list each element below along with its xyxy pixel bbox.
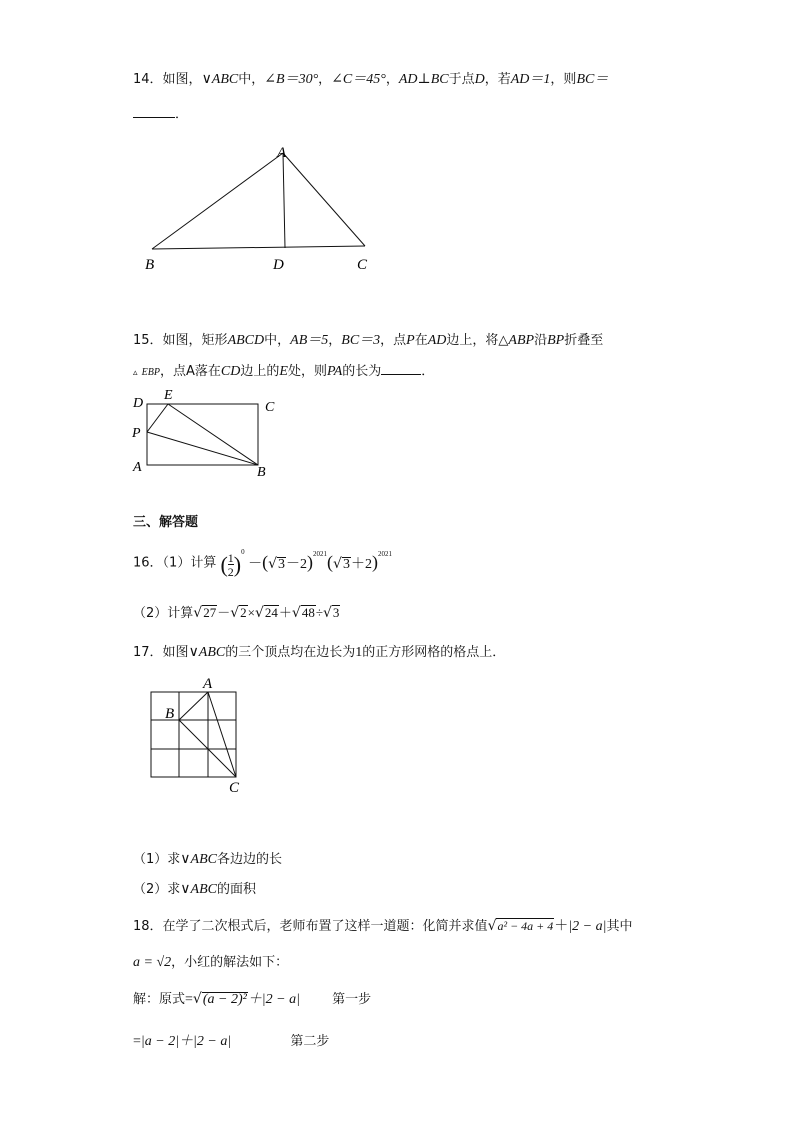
q16-fraction-expr: ( $\frac{1}{2}$ )$^0 -(√3-2)^{2021}(√3+2)^{2021}$ [220,548,392,579]
q16-part1: 16．（1）计算 ( $\frac{1}{2}$ )$^0 -(√3-2)^{2021}(√3+2)^{2021}$ [133,548,392,579]
q15-label-C: C [265,400,275,415]
q18-text-line2: a = √2，小红的解法如下： [133,955,289,970]
q16-part2: （2）计算√27－√2×√24＋√48÷√3 [133,605,340,621]
q15-label-D: D [133,396,144,411]
q14-answer-line: ． [133,103,188,122]
q15-label-E: E [164,388,173,403]
q17-label-B: B [165,706,175,722]
q17-subquestion-2: （2）求∨ABC的面积 [133,882,256,897]
q17-subquestion-1: （1）求∨ABC各边边的长 [133,852,282,867]
q15-text-line2: ▵ EBP，点A落在CD边上的E处，则PA的长为 ． [133,364,435,379]
q14-text: 14．如图，∨ABC中，∠B＝30°，∠C＝45°，AD⊥BC于点D，若AD＝1，则BC＝ [133,72,609,87]
q17-label-A: A [203,676,213,692]
q14-label-A: A [277,145,287,161]
q15-label-B: B [257,465,266,480]
q15-label-A: A [133,460,142,475]
q15-label-P: P [132,426,141,441]
q17-text: 17．如图∨ABC的三个顶点均在边长为1的正方形网格的格点上． [133,645,506,660]
section-3-heading: 三、解答题 [133,515,199,530]
q18-solution-step1: 解：原式=√(a − 2)²＋|2 − a| 第一步 [133,991,372,1007]
q14-label-D: D [273,257,284,273]
q18-solution-step2: =|a − 2|＋|2 − a| 第二步 [133,1034,330,1049]
q14-triangle-figure [140,140,380,275]
q15-blank[interactable] [381,362,421,375]
q14-label-B: B [145,257,155,273]
q18-text-line1: 18．在学了二次根式后，老师布置了这样一道题：化简并求值√a² − 4a + 4＋|2 − a|其中 [133,918,633,934]
q17-grid-figure [145,673,255,798]
q14-blank[interactable] [133,105,175,118]
q15-text-line1: 15．如图，矩形ABCD中，AB＝5，BC＝3，点P在AD边上，将△ABP沿BP折叠至 [133,333,604,348]
q15-rectangle-figure [128,385,288,480]
q17-label-C: C [229,780,240,796]
q14-label-C: C [357,257,368,273]
